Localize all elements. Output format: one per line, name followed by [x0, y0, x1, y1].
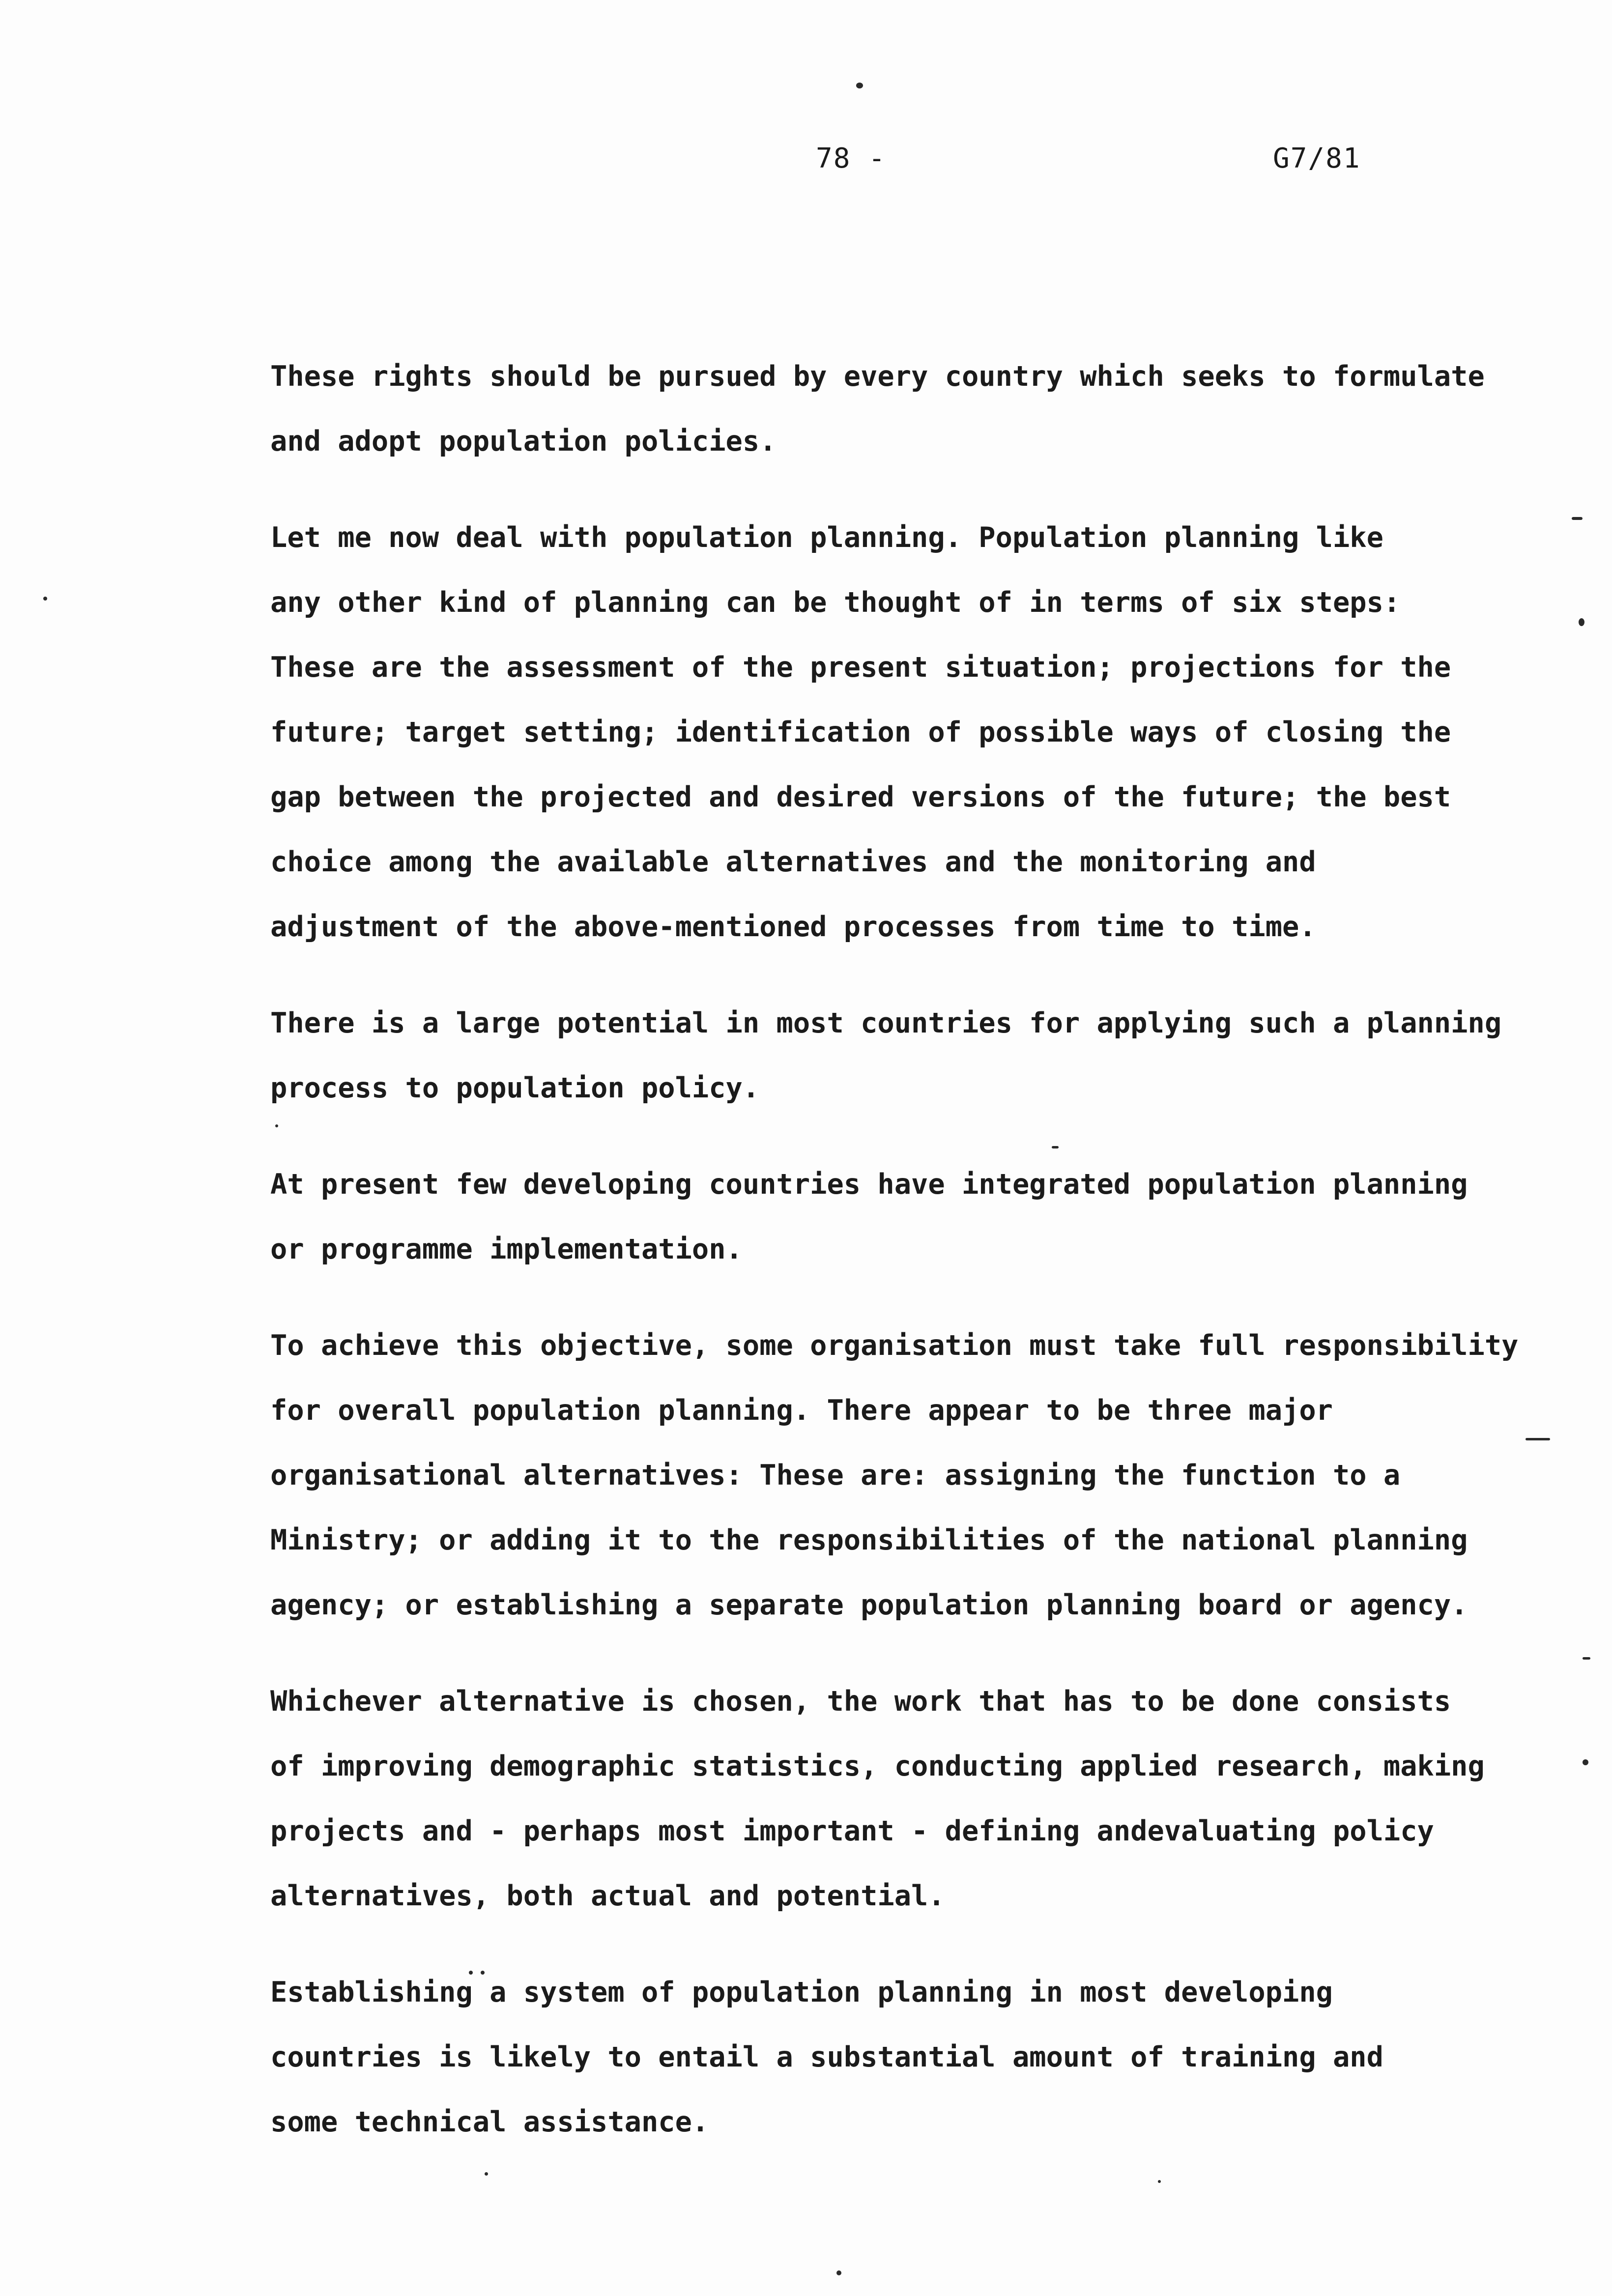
text-line: At present few developing countries have integrated population planning	[270, 1168, 1468, 1201]
paragraph	[270, 991, 1528, 1120]
text-line: future; target setting; identification of possible ways of closing the	[270, 716, 1451, 748]
text-line: countries is likely to entail a substantial amount of training and	[270, 2041, 1383, 2073]
text-line: agency; or establishing a separate population planning board or agency.	[270, 1589, 1468, 1621]
scan-speck	[485, 2172, 488, 2176]
text-line: These are the assessment of the present situation; projections for the	[270, 651, 1451, 684]
scan-speck	[481, 1971, 485, 1975]
scan-speck	[469, 1971, 473, 1975]
scan-speck	[43, 597, 47, 601]
text-line: organisational alternatives: These are: assigning the function to a	[270, 1459, 1401, 1492]
scan-speck	[856, 83, 863, 88]
text-line: projects and - perhaps most important - defining andevaluating policy	[270, 1815, 1434, 1847]
scan-speck	[1579, 618, 1584, 626]
paragraph	[270, 1152, 1528, 1282]
page-number: 78 -	[816, 143, 886, 174]
text-line: and adopt population policies.	[270, 425, 777, 458]
text-line: There is a large potential in most countries for applying such a planning	[270, 1007, 1502, 1039]
text-line: adjustment of the above-mentioned processes from time to time.	[270, 911, 1316, 943]
paragraph	[270, 505, 1528, 959]
scan-speck	[1572, 517, 1583, 520]
scan-speck	[1583, 1657, 1590, 1660]
scan-speck	[1526, 1438, 1550, 1440]
scan-speck	[1052, 1146, 1059, 1148]
scan-speck	[1158, 2180, 1161, 2183]
scan-speck	[836, 2270, 841, 2275]
text-line: process to population policy.	[270, 1072, 760, 1104]
text-line: gap between the projected and desired versions of the future; the best	[270, 781, 1451, 813]
paragraph	[270, 1313, 1528, 1637]
paragraph	[270, 344, 1528, 474]
scan-speck	[1583, 1759, 1588, 1765]
document-reference: G7/81	[1273, 143, 1361, 174]
text-line: Whichever alternative is chosen, the work that has to be done consists	[270, 1685, 1451, 1718]
text-line: any other kind of planning can be thought of in terms of six steps:	[270, 586, 1401, 619]
text-line: or programme implementation.	[270, 1233, 743, 1265]
paragraph	[270, 1960, 1528, 2154]
body-text	[270, 344, 1528, 2186]
text-line: choice among the available alternatives and the monitoring and	[270, 846, 1316, 878]
text-line: Ministry; or adding it to the responsibilities of the national planning	[270, 1524, 1468, 1556]
scan-speck	[275, 1124, 278, 1127]
text-line: These rights should be pursued by every country which seeks to formulate	[270, 360, 1485, 393]
text-line: of improving demographic statistics, conducting applied research, making	[270, 1750, 1485, 1782]
text-line: To achieve this objective, some organisation must take full responsibility	[270, 1329, 1519, 1362]
text-line: some technical assistance.	[270, 2106, 709, 2138]
paragraph	[270, 1669, 1528, 1928]
text-line: Let me now deal with population planning. Population planning like	[270, 521, 1383, 554]
text-line: Establishing a system of population planning in most developing	[270, 1976, 1333, 2009]
text-line: for overall population planning. There appear to be three major	[270, 1394, 1333, 1427]
page-header	[0, 143, 1612, 182]
text-line: alternatives, both actual and potential.	[270, 1880, 945, 1912]
